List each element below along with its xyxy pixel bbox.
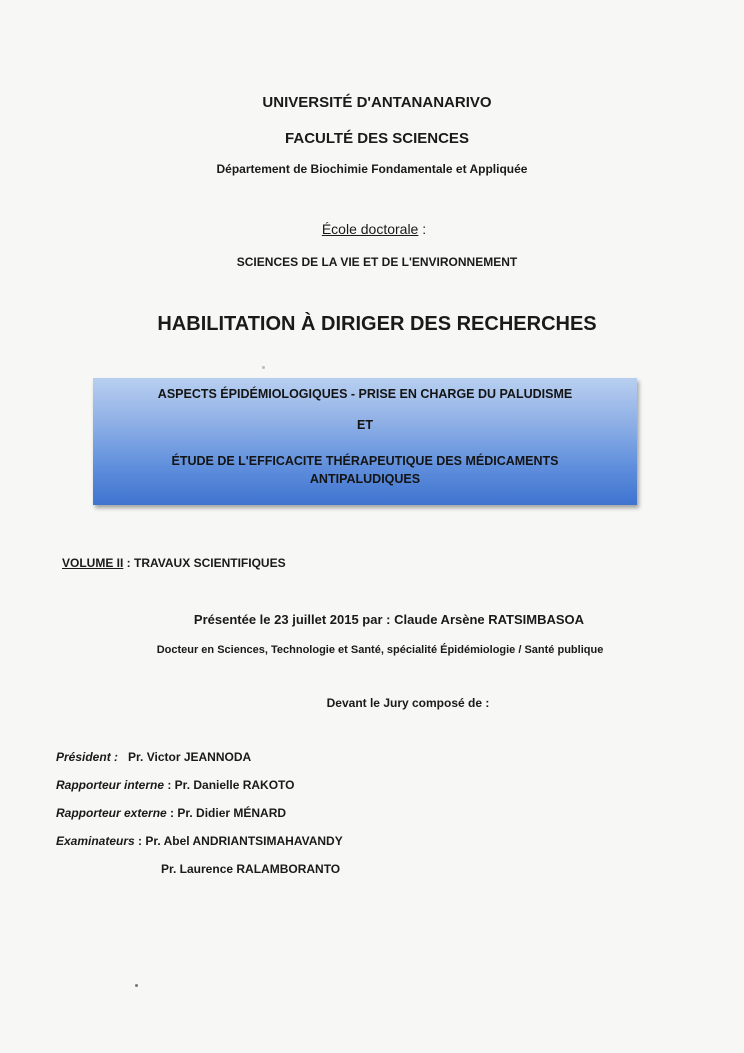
university-name: UNIVERSITÉ D'ANTANANARIVO (262, 94, 492, 111)
scan-speck (262, 366, 265, 369)
doctoral-school-label: École doctorale (321, 221, 419, 237)
jury-examiners (56, 834, 343, 848)
examiners-label: Examinateurs (56, 834, 135, 848)
examiner-1-name: : Pr. Abel ANDRIANTSIMAHAVANDY (134, 834, 343, 848)
internal-rapporteur-label: Rapporteur interne (56, 778, 165, 792)
president-name: Pr. Victor JEANNODA (128, 750, 252, 764)
doctoral-school-name: SCIENCES DE LA VIE ET DE L'ENVIRONNEMENT (236, 255, 518, 269)
jury-president (56, 750, 251, 764)
volume-line (62, 556, 286, 570)
doctoral-school-heading (2, 221, 744, 237)
volume-label: VOLUME II (62, 556, 124, 570)
examiner-2-name: Pr. Laurence RALAMBORANTO (161, 862, 341, 876)
scan-speck (135, 984, 138, 987)
degree-holder-line: Docteur en Sciences, Technologie et Santé, spécialité Épidémiologie / Santé publique (156, 644, 604, 656)
thesis-title-line-1: ASPECTS ÉPIDÉMIOLOGIQUES - PRISE EN CHARGE DU PALUDISME (157, 387, 573, 401)
thesis-title-line-4: ANTIPALUDIQUES (309, 472, 421, 486)
president-label: Président : (56, 750, 119, 764)
jury-examiner-2 (161, 862, 340, 876)
external-rapporteur-name: : Pr. Didier MÉNARD (166, 806, 287, 820)
internal-rapporteur-name: : Pr. Danielle RAKOTO (164, 778, 295, 792)
jury-external-rapporteur (56, 806, 286, 820)
thesis-title-line-2: ET (357, 418, 373, 432)
volume-text: : TRAVAUX SCIENTIFIQUES (123, 556, 286, 570)
external-rapporteur-label: Rapporteur externe (56, 806, 167, 820)
presentation-line: Présentée le 23 juillet 2015 par : Claude Arsène RATSIMBASOA (193, 612, 585, 627)
doctoral-school-separator: : (418, 221, 427, 237)
degree-title: HABILITATION À DIRIGER DES RECHERCHES (157, 313, 597, 335)
jury-internal-rapporteur (56, 778, 295, 792)
thesis-title-box (93, 378, 637, 505)
thesis-title-line-3: ÉTUDE DE L'EFFICACITE THÉRAPEUTIQUE DES MÉDICAMENTS (171, 454, 559, 468)
department-name: Département de Biochimie Fondamentale et Appliquée (216, 162, 528, 176)
faculty-name: FACULTÉ DES SCIENCES (285, 130, 469, 147)
jury-intro: Devant le Jury composé de : (326, 696, 490, 710)
